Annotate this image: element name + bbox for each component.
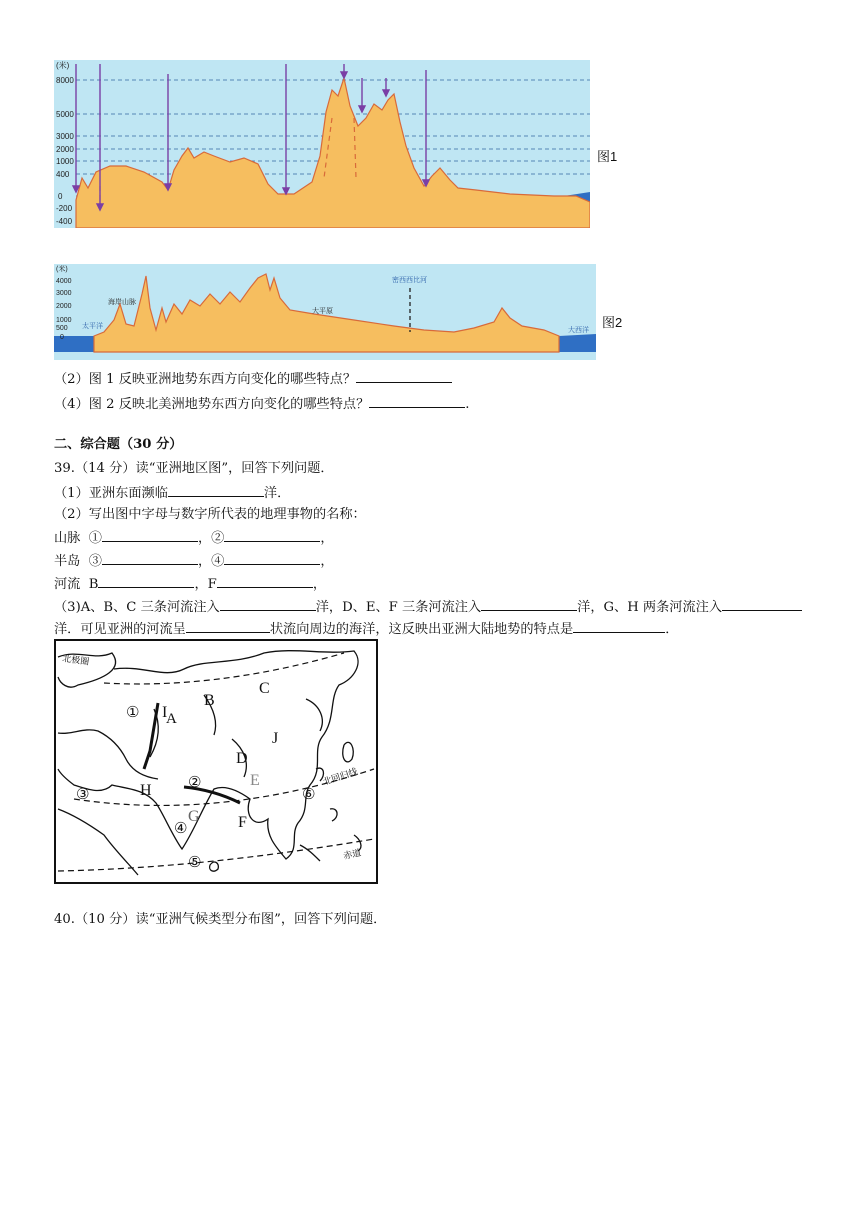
figure-1-tick: 0 — [58, 192, 63, 201]
mountains-end: ， — [320, 531, 334, 546]
answer-blank[interactable] — [102, 528, 198, 542]
map-tropic-label: 北回归线 — [321, 766, 359, 787]
peninsula-label: 半岛 — [54, 554, 81, 569]
figure-2-plains-label: 大平原 — [312, 308, 333, 315]
answer-blank[interactable] — [481, 597, 577, 611]
part-3-text-a: （3)A、B、C 三条河流注入 — [54, 600, 220, 615]
figure-1-tick: 5000 — [56, 110, 74, 119]
map-number-2: ② — [188, 773, 202, 791]
figure-1-tick: 400 — [56, 170, 70, 179]
answer-blank[interactable] — [220, 597, 316, 611]
figure-2-tick: 3000 — [56, 290, 72, 297]
mountains-label: 山脉 — [54, 531, 81, 546]
mountain-number-1: ① — [88, 531, 102, 546]
map-letter-f: F — [238, 814, 247, 831]
map-number-3: ③ — [76, 785, 90, 803]
map-letter-c: C — [259, 680, 270, 697]
part-3-text-f: ． — [665, 622, 679, 637]
map-arctic-circle-label: 北极圈 — [61, 653, 90, 667]
figure-1-label: 图1 — [597, 149, 618, 164]
question-4 — [54, 394, 470, 414]
answer-blank[interactable] — [224, 551, 320, 565]
rivers-row — [54, 574, 326, 594]
question-40-intro: 40.（10 分）读“亚洲气候类型分布图”，回答下列问题． — [54, 912, 387, 927]
answer-blank[interactable] — [573, 619, 665, 633]
section-2-title: 二、综合题（30 分） — [54, 437, 183, 452]
figure-2-coast-mountains-label: 海岸山脉 — [108, 299, 136, 306]
answer-blank[interactable] — [356, 369, 452, 383]
river-letter-b: B — [88, 577, 99, 592]
answer-blank[interactable] — [224, 528, 320, 542]
river-letter-f: ，F — [194, 577, 217, 592]
peninsula-end: ， — [320, 554, 334, 569]
question-2-text: （2）图 1 反映亚洲地势东西方向变化的哪些特点？ — [54, 372, 357, 387]
figure-2-tick: 2000 — [56, 303, 72, 310]
figure-1-tick: 1000 — [56, 157, 74, 166]
figure-1-tick: 8000 — [56, 76, 74, 85]
figure-2-pacific-label: 太平洋 — [82, 323, 103, 330]
figure-2-tick: 1000 — [56, 317, 72, 324]
figure-1-tick: -400 — [56, 217, 73, 226]
map-letter-a: A — [166, 711, 177, 727]
map-number-1: ① — [126, 703, 140, 721]
figure-2-unit: (米) — [56, 266, 68, 273]
part-3-text-d: 洋．可见亚洲的河流呈 — [54, 622, 186, 637]
question-39-part-3-line-1 — [54, 597, 802, 617]
part-3-text-c: 洋，G、H 两条河流注入 — [577, 600, 723, 615]
question-39-part-1 — [54, 483, 290, 503]
answer-blank[interactable] — [102, 551, 198, 565]
figure-2-tick: 0 — [60, 334, 64, 341]
map-letter-i: I — [162, 704, 168, 721]
answer-blank[interactable] — [722, 597, 802, 611]
figure-2-north-america-profile — [54, 264, 596, 360]
question-39-part-2: （2）写出图中字母与数字所代表的地理事物的名称： — [54, 507, 366, 522]
question-4-text: （4）图 2 反映北美洲地势东西方向变化的哪些特点？ — [54, 397, 370, 412]
mountain-number-2: ，② — [197, 531, 225, 546]
part-3-text-e: 状流向周边的海洋，这反映出亚洲大陆地势的特点是 — [269, 622, 574, 637]
map-letter-d: D — [236, 750, 248, 767]
question-2 — [54, 369, 452, 389]
figure-2-tick: 4000 — [56, 278, 72, 285]
figure-1-asia-profile — [54, 60, 590, 228]
answer-blank[interactable] — [186, 619, 270, 633]
part-3-text-b: 洋，D、E、F 三条河流注入 — [315, 600, 482, 615]
rivers-label: 河流 — [54, 577, 81, 592]
map-number-5: ⑤ — [188, 853, 202, 871]
figure-1-unit: (米) — [56, 61, 70, 70]
question-39-part-1-tail: 洋． — [263, 486, 291, 501]
question-4-tail: . — [465, 397, 470, 412]
figure-2-river-label: 密西西比河 — [392, 277, 427, 284]
map-number-6: ⑥ — [302, 785, 316, 803]
figure-1-tick: 3000 — [56, 132, 74, 141]
map-letter-e: E — [250, 772, 260, 789]
map-number-4: ④ — [174, 819, 188, 837]
question-39-part-3-line-2 — [54, 619, 678, 639]
figure-2-label: 图2 — [602, 315, 623, 330]
question-39-part-1-text: （1）亚洲东面濒临 — [54, 486, 168, 501]
peninsula-number-3: ③ — [88, 554, 102, 569]
map-letter-g: G — [188, 808, 200, 825]
map-letter-h: H — [140, 782, 152, 799]
mountains-row — [54, 528, 334, 548]
map-letter-b: B — [204, 692, 215, 709]
peninsula-number-4: ，④ — [197, 554, 225, 569]
peninsula-row — [54, 551, 334, 571]
question-39-intro: 39.（14 分）读“亚洲地区图”，回答下列问题． — [54, 461, 334, 476]
map-letter-j: J — [272, 730, 279, 747]
figure-1-tick: 2000 — [56, 145, 74, 154]
figure-1-tick: -200 — [56, 204, 73, 213]
asia-map — [54, 639, 378, 884]
rivers-end: ， — [312, 577, 326, 592]
figure-2-tick: 500 — [56, 325, 68, 332]
map-equator-label: 赤道 — [342, 847, 363, 861]
answer-blank[interactable] — [369, 394, 465, 408]
answer-blank[interactable] — [217, 574, 313, 588]
answer-blank[interactable] — [98, 574, 194, 588]
figure-2-atlantic-label: 大西洋 — [568, 327, 589, 334]
answer-blank[interactable] — [168, 483, 264, 497]
